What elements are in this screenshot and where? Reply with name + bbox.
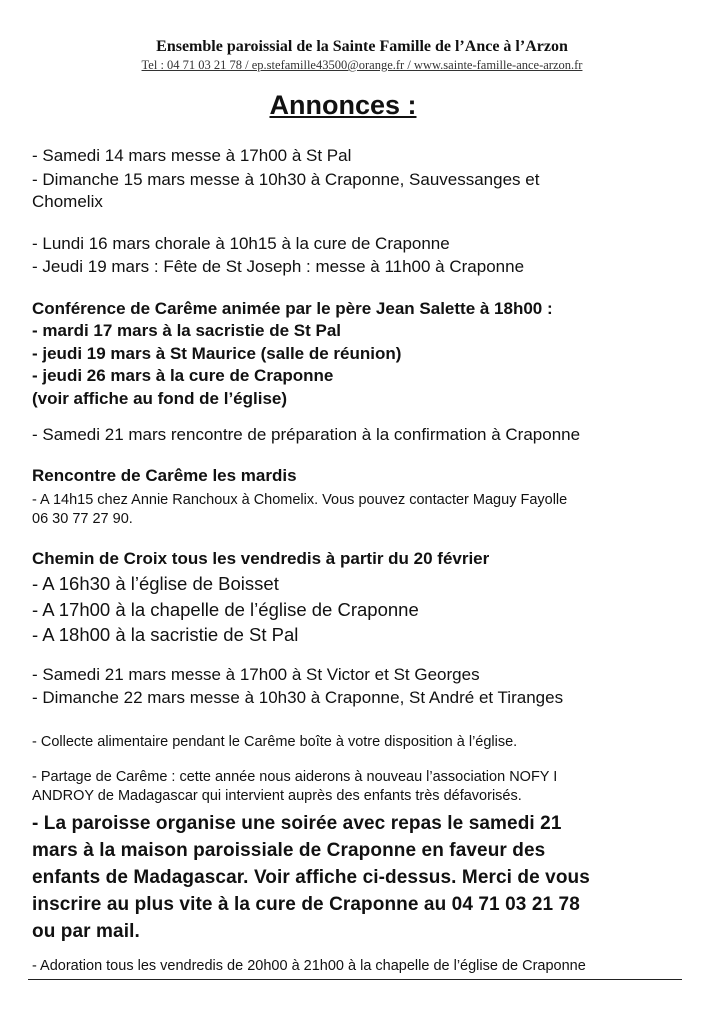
announcement-line: - A 14h15 chez Annie Ranchoux à Chomelix. Vous pouvez contacter Maguy Fayolle: [32, 492, 568, 508]
announcement-line: - Dimanche 15 mars messe à 10h30 à Craponne, Sauvessanges et: [32, 170, 540, 189]
announcement-line: mars à la maison paroissiale de Craponne en faveur des: [32, 840, 546, 861]
announcement-line: 06 30 77 27 90.: [32, 511, 133, 527]
announcement-line: inscrire au plus vite à la cure de Craponne au 04 71 03 21 78: [32, 894, 580, 915]
contact-info: Tel : 04 71 03 21 78 / ep.stefamille43500@orange.fr / www.sainte-famille-ance-arzon.fr: [141, 58, 583, 72]
announcement-line: - Adoration tous les vendredis de 20h00 à 21h00 à la chapelle de l’église de Craponne: [32, 958, 586, 974]
announcement-line: - jeudi 26 mars à la cure de Craponne: [32, 366, 334, 385]
announcement-line: - A 17h00 à la chapelle de l’église de Craponne: [32, 599, 419, 620]
announcement-line: - mardi 17 mars à la sacristie de St Pal: [32, 321, 341, 340]
announcement-line: - Samedi 14 mars messe à 17h00 à St Pal: [32, 146, 352, 165]
divider: [28, 979, 682, 980]
announcement-line: (voir affiche au fond de l’église): [32, 389, 288, 408]
announcement-line: - Samedi 21 mars messe à 17h00 à St Victor et St Georges: [32, 665, 480, 684]
announcement-line: - Dimanche 22 mars messe à 10h30 à Craponne, St André et Tiranges: [32, 688, 564, 707]
announcement-line: - A 16h30 à l’église de Boisset: [32, 573, 279, 594]
announcement-line: ANDROY de Madagascar qui intervient auprès des enfants très défavorisés.: [32, 788, 522, 804]
announcement-line: - Jeudi 19 mars : Fête de St Joseph : messe à 11h00 à Craponne: [32, 257, 525, 276]
parish-name: Ensemble paroissial de la Sainte Famille de l’Ance à l’Arzon: [156, 38, 568, 55]
announcement-line: - A 18h00 à la sacristie de St Pal: [32, 624, 299, 645]
section-heading: Rencontre de Carême les mardis: [32, 466, 297, 485]
announcement-line: - Samedi 21 mars rencontre de préparation à la confirmation à Craponne: [32, 425, 581, 444]
announcement-line: ou par mail.: [32, 921, 140, 942]
announcement-line: - Lundi 16 mars chorale à 10h15 à la cure de Craponne: [32, 234, 450, 253]
announcement-line: - Partage de Carême : cette année nous aiderons à nouveau l’association NOFY I: [32, 769, 558, 785]
announcement-line: - Collecte alimentaire pendant le Carême boîte à votre disposition à l’église.: [32, 734, 518, 750]
section-heading: Conférence de Carême animée par le père Jean Salette à 18h00 :: [32, 299, 553, 318]
section-heading: Chemin de Croix tous les vendredis à partir du 20 février: [32, 549, 490, 568]
announcement-line: enfants de Madagascar. Voir affiche ci-dessus. Merci de vous: [32, 867, 590, 888]
announcement-line: - La paroisse organise une soirée avec repas le samedi 21: [32, 813, 562, 834]
announcement-line: Chomelix: [32, 192, 103, 211]
page-title: Annonces :: [269, 90, 417, 120]
announcement-line: - jeudi 19 mars à St Maurice (salle de réunion): [32, 344, 402, 363]
